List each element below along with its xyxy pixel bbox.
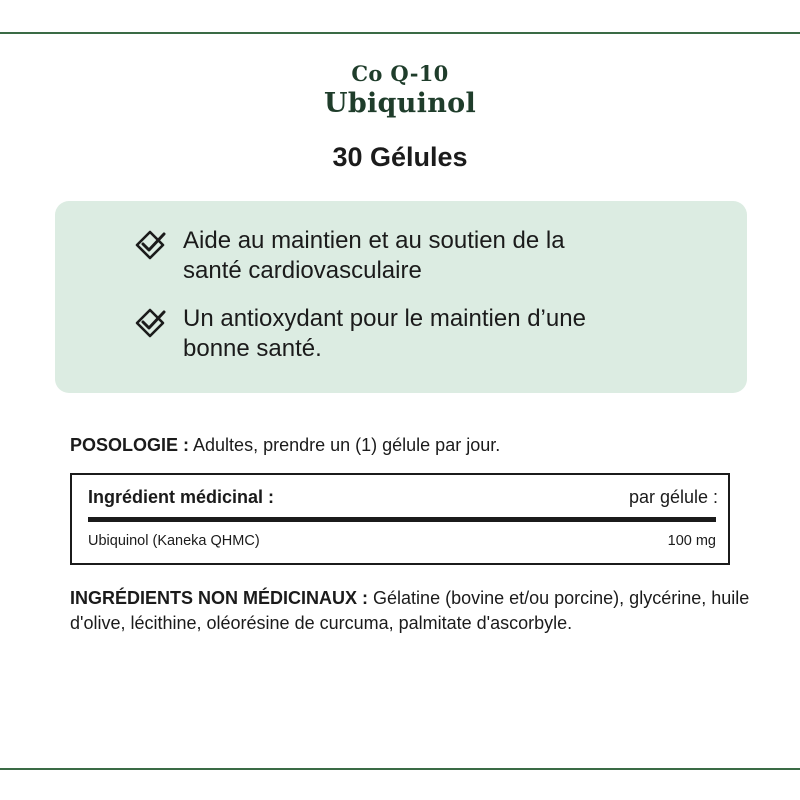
benefit-text	[183, 226, 703, 286]
medicinal-ingredient-table	[70, 473, 730, 565]
top-divider	[0, 32, 800, 34]
check-diamond-icon	[133, 306, 167, 340]
table-row-amount: 100 mg	[667, 533, 716, 549]
table-row-ingredient: Ubiquinol (Kaneka QHMC)	[88, 533, 260, 549]
benefit-text	[183, 304, 703, 364]
table-header-ingredient: Ingrédient médicinal :	[88, 487, 275, 507]
dosage-label: POSOLOGIE :	[70, 435, 190, 455]
dosage-text: Adultes, prendre un (1) gélule par jour.	[193, 435, 501, 455]
non-medicinal-label: INGRÉDIENTS NON MÉDICINAUX :	[70, 588, 369, 608]
benefits-panel	[55, 201, 747, 393]
benefit-text-line: Un antioxydant pour le maintien d’une	[183, 305, 586, 332]
table-header-per-capsule: par gélule :	[628, 487, 718, 507]
non-medicinal-ingredients	[70, 586, 750, 636]
product-title-small: Co Q-10	[351, 61, 449, 86]
bottom-divider	[0, 768, 800, 770]
table-divider	[88, 517, 716, 522]
product-title-large: Ubiquinol	[323, 88, 477, 119]
capsule-count: 30 Gélules	[332, 142, 468, 172]
non-medicinal-text: Gélatine (bovine et/ou porcine), glycérine, huile d'olive, lécithine, oléorésine de curcuma, palmitate d'ascorbyle.	[70, 588, 750, 633]
dosage-instructions	[70, 433, 750, 457]
check-diamond-icon	[133, 228, 167, 262]
benefit-text-line: Aide au maintien et au soutien de la	[183, 227, 565, 254]
benefit-text-line: bonne santé.	[183, 335, 322, 362]
benefit-text-line: santé cardiovasculaire	[183, 257, 422, 284]
